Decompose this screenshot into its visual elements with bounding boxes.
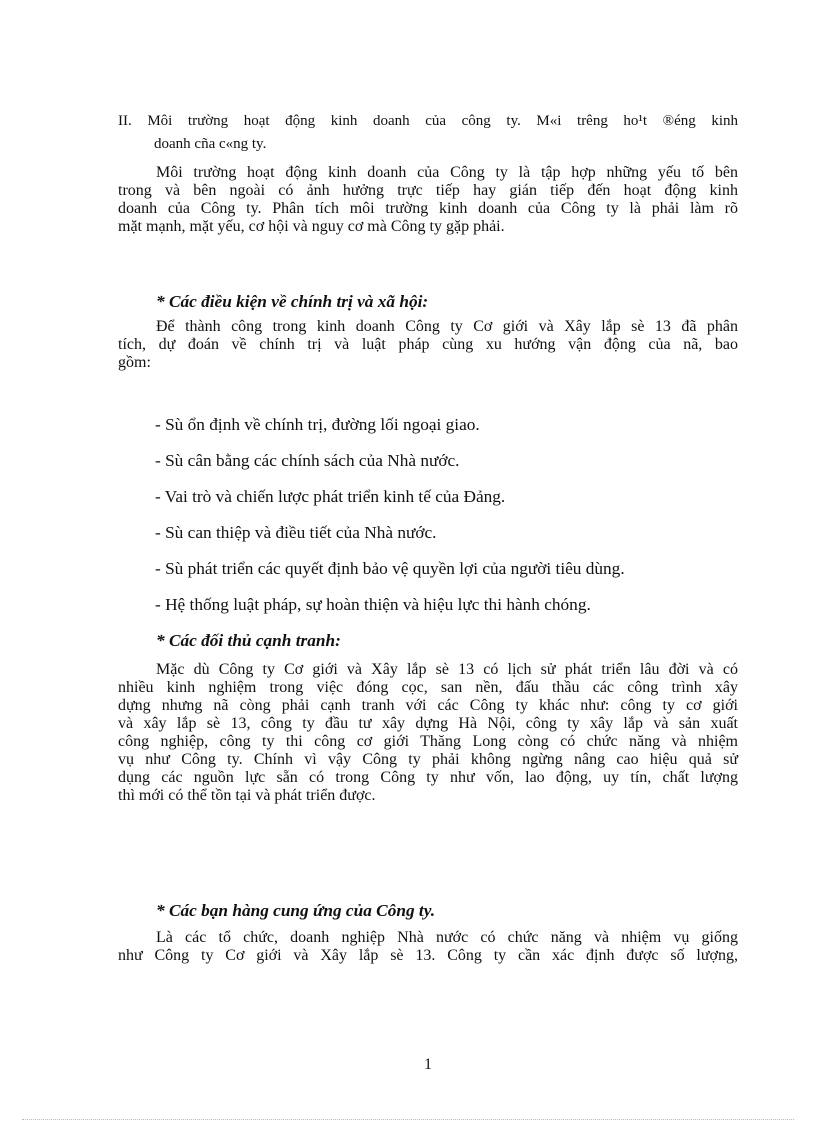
page-number: 1 bbox=[424, 1056, 432, 1073]
suppliers-paragraph bbox=[118, 929, 738, 965]
text-line: mặt mạnh, mặt yếu, cơ hội và nguy cơ mà Công ty gặp phải. bbox=[118, 218, 505, 235]
section-heading bbox=[118, 110, 738, 156]
text-line: thì mới có thể tồn tại và phát triển được. bbox=[118, 787, 376, 804]
competitors-paragraph bbox=[118, 661, 738, 805]
text-line: trong và bên ngoài có ảnh hưởng trực tiếp hay gián tiếp đến hoạt động kinh bbox=[118, 182, 738, 199]
text-line: như Công ty Cơ giới và Xây lắp sè 13. Công ty cần xác định được số lượng, bbox=[118, 947, 738, 964]
bullet-item: - Sù ổn định về chính trị, đường lối ngoại giao. bbox=[155, 415, 480, 434]
text-line: vụ như Công ty. Chính vì vậy Công ty phải không ngừng nâng cao hiệu quả sử bbox=[118, 751, 738, 768]
text-line: gồm: bbox=[118, 354, 151, 371]
text-line: dụng các nguồn lực sẵn có trong Công ty như vốn, lao động, uy tín, chất lượng bbox=[118, 769, 738, 786]
text-line: công nghiệp, công ty thi công cơ giới Thăng Long còng có chức năng và nhiệm bbox=[118, 733, 738, 750]
intro-paragraph bbox=[118, 164, 738, 236]
bullet-item: - Hệ thống luật pháp, sự hoàn thiện và hiệu lực thi hành chóng. bbox=[155, 595, 591, 614]
heading-line-1: II. Môi trường hoạt động kinh doanh của công ty. M«i trêng ho¹t ®éng kinh bbox=[118, 113, 738, 129]
politics-paragraph bbox=[118, 318, 738, 372]
text-line: tích, dự đoán về chính trị và luật pháp cùng xu hướng vận động của nã, bao bbox=[118, 336, 738, 353]
text-line: và xây lắp sè 13, công ty đầu tư xây dựng Hà Nội, công ty xây lắp và sản xuất bbox=[118, 715, 738, 732]
text-line: nhiều kinh nghiệm trong việc đóng cọc, san nền, đấu thầu các công trình xây bbox=[118, 679, 738, 696]
section-title-competitors: * Các đối thủ cạnh tranh: bbox=[156, 631, 341, 650]
bullet-item: - Sù can thiệp và điều tiết của Nhà nước. bbox=[155, 523, 437, 542]
bullet-item: - Sù phát triển các quyết định bảo vệ quyền lợi của người tiêu dùng. bbox=[155, 559, 625, 578]
heading-line-2: doanh cña c«ng ty. bbox=[154, 136, 267, 152]
text-line: dựng nhưng nã còng phải cạnh tranh với các Công ty khác như: công ty cơ giới bbox=[118, 697, 738, 714]
text-line: doanh của Công ty. Phân tích môi trường kinh doanh của Công ty là phải làm rõ bbox=[118, 200, 738, 217]
text-line: Là các tổ chức, doanh nghiệp Nhà nước có chức năng và nhiệm vụ giống bbox=[156, 929, 738, 946]
section-title-suppliers: * Các bạn hàng cung ứng của Công ty. bbox=[156, 901, 436, 920]
text-line: Để thành công trong kinh doanh Công ty Cơ giới và Xây lắp sè 13 đã phân bbox=[156, 318, 738, 335]
section-title-politics: * Các điều kiện về chính trị và xã hội: bbox=[156, 292, 429, 311]
text-line: Mặc dù Công ty Cơ giới và Xây lắp sè 13 có lịch sử phát triển lâu đời và có bbox=[156, 661, 738, 678]
text-line: Môi trường hoạt động kinh doanh của Công ty là tập hợp những yếu tố bên bbox=[156, 164, 738, 181]
bullet-item: - Sù cân bằng các chính sách của Nhà nước. bbox=[155, 451, 460, 470]
page-bottom-divider bbox=[22, 1119, 794, 1120]
bullet-item: - Vai trò và chiến lược phát triển kinh tế của Đảng. bbox=[155, 487, 506, 506]
